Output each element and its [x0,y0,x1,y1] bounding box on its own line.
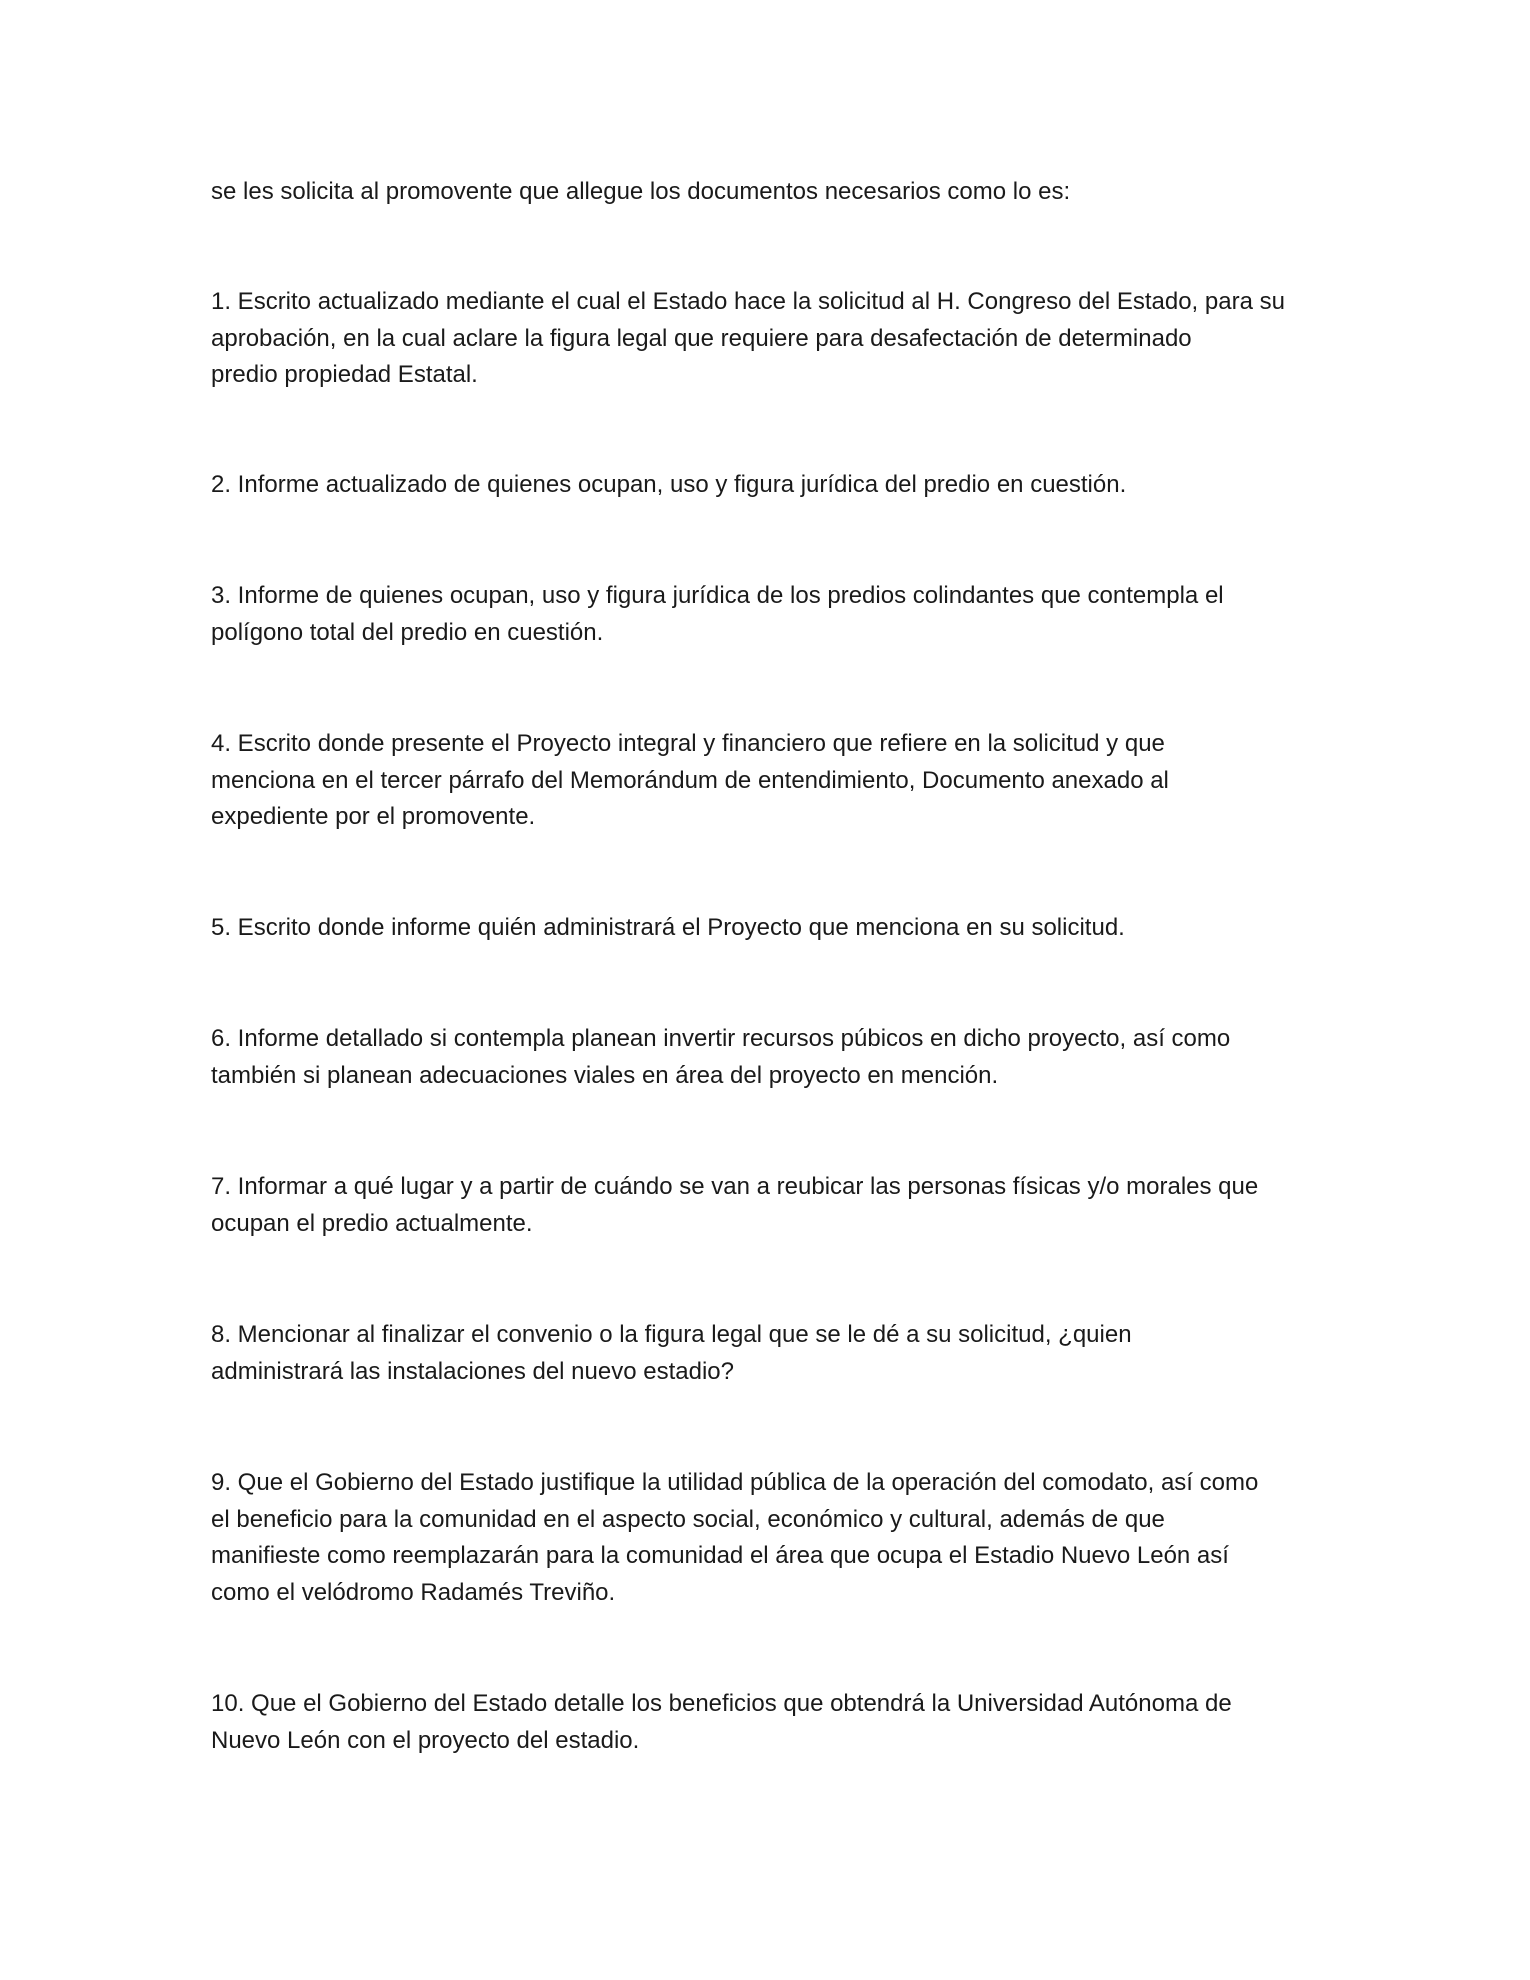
list-item-6: 6. Informe detallado si contempla planean invertir recursos púbicos en dicho proyecto, así como también si planean adecuaciones viales en área del proyecto en mención. [211,1025,1231,1089]
list-item-3: 3. Informe de quienes ocupan, uso y figura jurídica de los predios colindantes que contempla el polígono total del predio en cuestión. [211,582,1224,646]
list-item-4: 4. Escrito donde presente el Proyecto integral y financiero que refiere en la solicitud y que menciona en el tercer párrafo del Memorándum de entendimiento, Documento anexado al expediente por el promovente. [211,730,1169,830]
list-item-2: 2. Informe actualizado de quienes ocupan, uso y figura jurídica del predio en cuestión. [211,471,1127,498]
list-item-8: 8. Mencionar al finalizar el convenio o la figura legal que se le dé a su solicitud, ¿quien administrará las instalaciones del nuevo estadio? [211,1321,1132,1385]
intro-paragraph: se les solicita al promovente que allegue los documentos necesarios como lo es: [211,178,1071,205]
list-item-5: 5. Escrito donde informe quién administrará el Proyecto que menciona en su solicitud. [211,914,1125,941]
list-item-1: 1. Escrito actualizado mediante el cual el Estado hace la solicitud al H. Congreso del Estado, para su aprobación, en la cual aclare la figura legal que requiere para desafectación de determinado predio propiedad Estatal. [211,288,1285,388]
list-item-10: 10. Que el Gobierno del Estado detalle los beneficios que obtendrá la Universidad Autónoma de Nuevo León con el proyecto del estadio. [211,1690,1232,1754]
list-item-9: 9. Que el Gobierno del Estado justifique la utilidad pública de la operación del comodato, así como el beneficio para la comunidad en el aspecto social, económico y cultural, además de que manifieste como reemplazarán para la comunidad el área que ocupa el Estadio Nuevo León así como el velódromo Radamés Treviño. [211,1469,1259,1606]
list-item-7: 7. Informar a qué lugar y a partir de cuándo se van a reubicar las personas físicas y/o morales que ocupan el predio actualmente. [211,1173,1259,1237]
